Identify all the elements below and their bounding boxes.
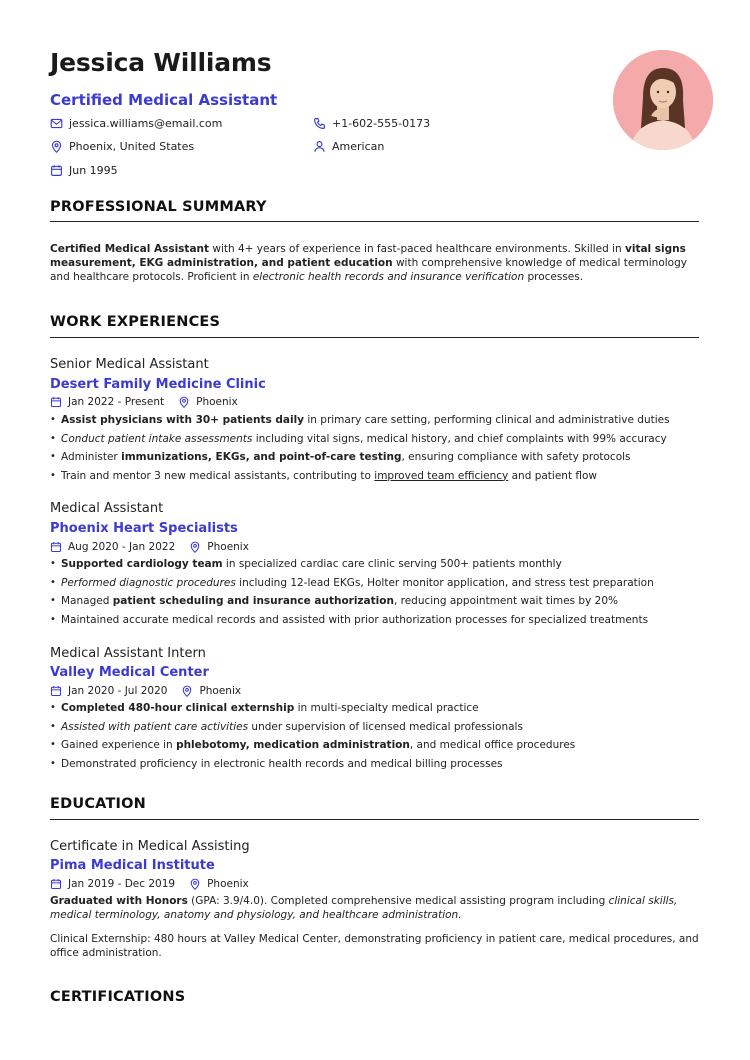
job-role: Medical Assistant Intern: [50, 646, 206, 661]
calendar-icon: [50, 396, 62, 408]
section-divider: [50, 337, 699, 338]
section-title-summary: PROFESSIONAL SUMMARY: [50, 199, 267, 215]
list-item: • Maintained accurate medical records and assisted with prior authorization processes for specialized treatments: [50, 613, 700, 632]
candidate-name: Jessica Williams: [50, 48, 272, 77]
education-meta: [50, 878, 249, 890]
phone-icon: [313, 117, 326, 130]
education-location: Phoenix: [207, 878, 249, 890]
list-item: • Administer immunizations, EKGs, and point-of-care testing, ensuring compliance with safety protocols: [50, 450, 700, 469]
job-dates: Jan 2022 - Present: [68, 396, 165, 408]
section-title-certifications: CERTIFICATIONS: [50, 989, 186, 1005]
calendar-icon: [50, 878, 62, 890]
calendar-icon: [50, 541, 62, 553]
section-divider: [50, 819, 699, 820]
job-role: Senior Medical Assistant: [50, 357, 209, 372]
contact-nationality: [313, 140, 384, 153]
list-item: • Managed patient scheduling and insurance authorization, reducing appointment wait times by 20%: [50, 594, 700, 613]
calendar-icon: [50, 164, 63, 177]
job-bullets: [50, 557, 700, 631]
summary-paragraph: Certified Medical Assistant with 4+ years of experience in fast-paced healthcare environments. Skilled in vital signs measurement, EKG administration, and patient education with comprehensive knowledge of medical terminology and healthcare protocols. Proficient in electronic health records and insurance verification processes.: [50, 243, 687, 283]
job-title: Certified Medical Assistant: [50, 91, 278, 109]
section-title-education: EDUCATION: [50, 796, 147, 812]
location-pin-icon: [50, 140, 63, 153]
job-location: Phoenix: [207, 541, 249, 553]
job-meta: [50, 541, 249, 553]
job-company: Phoenix Heart Specialists: [50, 521, 238, 536]
person-icon: [313, 140, 326, 153]
list-item: • Assist physicians with 30+ patients daily in primary care setting, performing clinical and administrative duties: [50, 413, 700, 432]
location-pin-icon: [189, 541, 201, 553]
location-pin-icon: [178, 396, 190, 408]
education-externship: Clinical Externship: 480 hours at Valley Medical Center, demonstrating proficiency in patient care, medical procedures, and office administration.: [50, 933, 699, 959]
list-item: • Gained experience in phlebotomy, medication administration, and medical office procedures: [50, 738, 700, 757]
location-pin-icon: [189, 878, 201, 890]
section-divider: [50, 221, 699, 222]
job-bullets: [50, 701, 700, 775]
location-text: Phoenix, United States: [69, 140, 195, 153]
education-dates: Jan 2019 - Dec 2019: [68, 878, 176, 890]
job-role: Medical Assistant: [50, 501, 164, 516]
contact-birthdate: [50, 164, 118, 177]
contact-location: [50, 140, 194, 153]
job-dates: Aug 2020 - Jan 2022: [68, 541, 176, 553]
education-school: Pima Medical Institute: [50, 858, 215, 873]
job-company: Desert Family Medicine Clinic: [50, 377, 266, 392]
contact-phone[interactable]: [313, 117, 430, 130]
location-pin-icon: [181, 685, 193, 697]
nationality-text: American: [332, 140, 385, 153]
education-description: Graduated with Honors (GPA: 3.9/4.0). Completed comprehensive medical assisting program including clinical skills, medical terminology, anatomy and physiology, and healthcare administration.: [50, 895, 678, 921]
job-meta: [50, 685, 241, 697]
job-location: Phoenix: [199, 685, 242, 697]
birthdate-text: Jun 1995: [69, 164, 118, 177]
list-item: • Performed diagnostic procedures including 12-lead EKGs, Holter monitor application, and stress test preparation: [50, 576, 700, 595]
contact-email[interactable]: [50, 117, 222, 130]
list-item: • Train and mentor 3 new medical assistants, contributing to improved team efficiency and patient flow: [50, 469, 700, 488]
list-item: • Demonstrated proficiency in electronic health records and medical billing processes: [50, 757, 700, 776]
profile-photo: [613, 50, 713, 150]
phone-text: +1-602-555-0173: [332, 117, 431, 130]
job-company: Valley Medical Center: [50, 665, 209, 680]
mail-icon: [50, 117, 63, 130]
list-item: • Conduct patient intake assessments including vital signs, medical history, and chief complaints with 99% accuracy: [50, 432, 700, 451]
section-title-work: WORK EXPERIENCES: [50, 314, 221, 330]
list-item: • Assisted with patient care activities under supervision of licensed medical professionals: [50, 720, 700, 739]
education-degree: Certificate in Medical Assisting: [50, 839, 250, 854]
calendar-icon: [50, 685, 62, 697]
job-dates: Jan 2020 - Jul 2020: [68, 685, 168, 697]
list-item: • Completed 480-hour clinical externship in multi-specialty medical practice: [50, 701, 700, 720]
email-text: jessica.williams@email.com: [69, 117, 223, 130]
job-meta: [50, 396, 238, 408]
job-location: Phoenix: [196, 396, 238, 408]
job-bullets: [50, 413, 700, 487]
list-item: • Supported cardiology team in specialized cardiac care clinic serving 500+ patients monthly: [50, 557, 700, 576]
